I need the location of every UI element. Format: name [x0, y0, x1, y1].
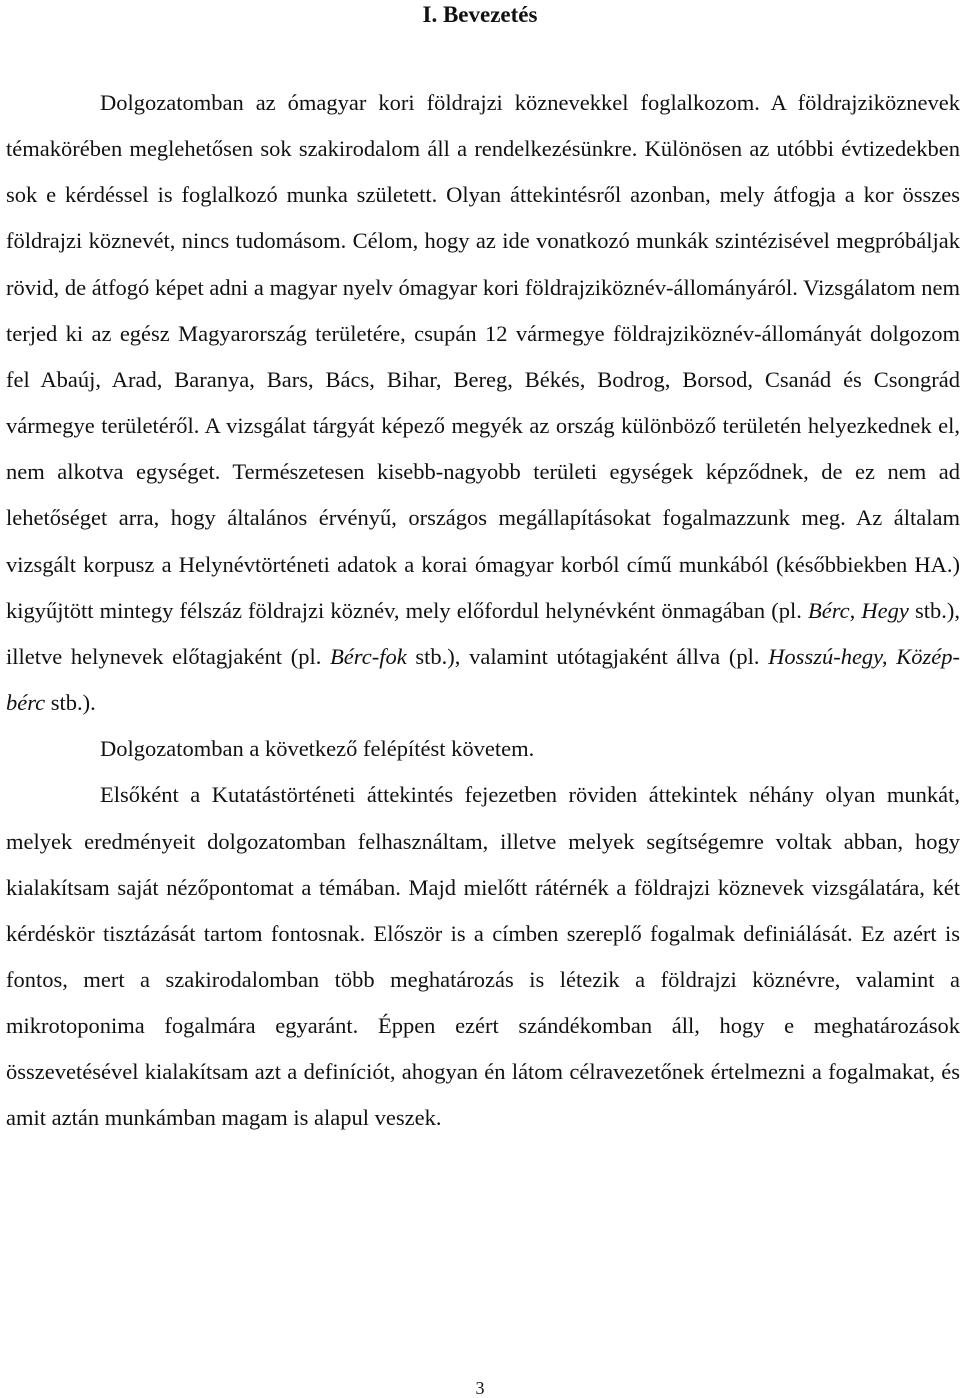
paragraph-1-text-end: stb.). — [45, 690, 96, 716]
chapter-heading: I. Bevezetés — [422, 2, 538, 27]
paragraph-2 — [6, 726, 960, 772]
paragraph-3-text: Elsőként a Kutatástörténeti áttekintés fejezetben röviden áttekintek néhány olyan munkát, melyek eredményeit dolgozatomban felhasználtam, illetve melyek segítségemre voltak abban, hogy kialakítsam saját nézőpontomat a témában. Majd mielőtt rátérnék a földrajzi köznevek vizsgálatára, két kérdéskör tisztázását tartom fontosnak. Először is a címben szereplő fogalmak definiálását. Ez azért is fontos, mert a szakirodalomban több meghatározás is létezik a földrajzi köznévre, valamint a mikrotoponima fogalmára egyaránt. Éppen ezért szándékomban áll, hogy e meghatározások összevetésével kialakítsam azt a definíciót, ahogyan én látom célravezetőnek értelmezni a fogalmakat, és amit aztán munkámban magam is alapul veszek. — [6, 782, 960, 1131]
paragraph-2-text: Dolgozatomban a következő felépítést követem. — [100, 736, 535, 762]
page-number: 3 — [475, 1378, 485, 1398]
example-place-names-2: Bérc-fok — [330, 643, 407, 669]
body-text — [6, 80, 960, 1142]
paragraph-1-text: Dolgozatomban az ómagyar kori földrajzi köznevekkel foglalkozom. A földrajziköznevek témakörében meglehetősen sok szakirodalom áll a rendelkezésünkre. Különösen az utóbbi évtizedekben sok e kérdéssel is foglalkozó munka született. Olyan áttekintésről azonban, mely átfogja a kor összes földrajzi köznevét, nincs tudomásom. Célom, hogy az ide vonatkozó munkák szintézisével megpróbáljak rövid, de átfogó képet adni a magyar nyelv ómagyar kori földrajziköznév-állományáról. Vizsgálatom nem terjed ki az egész Magyarország területére, csupán 12 vármegye földrajziköznév-állományát dolgozom fel Abaúj, Arad, Baranya, Bars, Bács, Bihar, Bereg, Békés, Bodrog, Borsod, Csanád és Csongrád vármegye területéről. A vizsgálat tárgyát képező megyék az ország különböző területén helyezkednek el, nem alkotva egységet. Természetesen kisebb-nagyobb területi egységek képződnek, de ez nem ad lehetőséget arra, hogy általános érvényű, országos megállapításokat fogalmazzunk meg. Az általam vizsgált korpusz a Helynévtörténeti adatok a korai ómagyar korból című munkából (későbbiekben HA.) kigyűjtött mintegy félszáz földrajzi köznév, mely előfordul helynévként önmagában (pl. — [6, 90, 960, 623]
example-place-names-1: Bérc, Hegy — [808, 597, 909, 623]
paragraph-1 — [6, 80, 960, 726]
example-place-names-3: Hosszú-hegy, Közép-bérc — [6, 643, 960, 716]
paragraph-1-text-cont-2: stb.), valamint utótagjaként állva (pl. — [406, 643, 769, 669]
paragraph-1-text-cont: stb.), illetve helynevek előtagjaként (pl. — [6, 597, 960, 669]
paragraph-3 — [6, 772, 960, 1141]
